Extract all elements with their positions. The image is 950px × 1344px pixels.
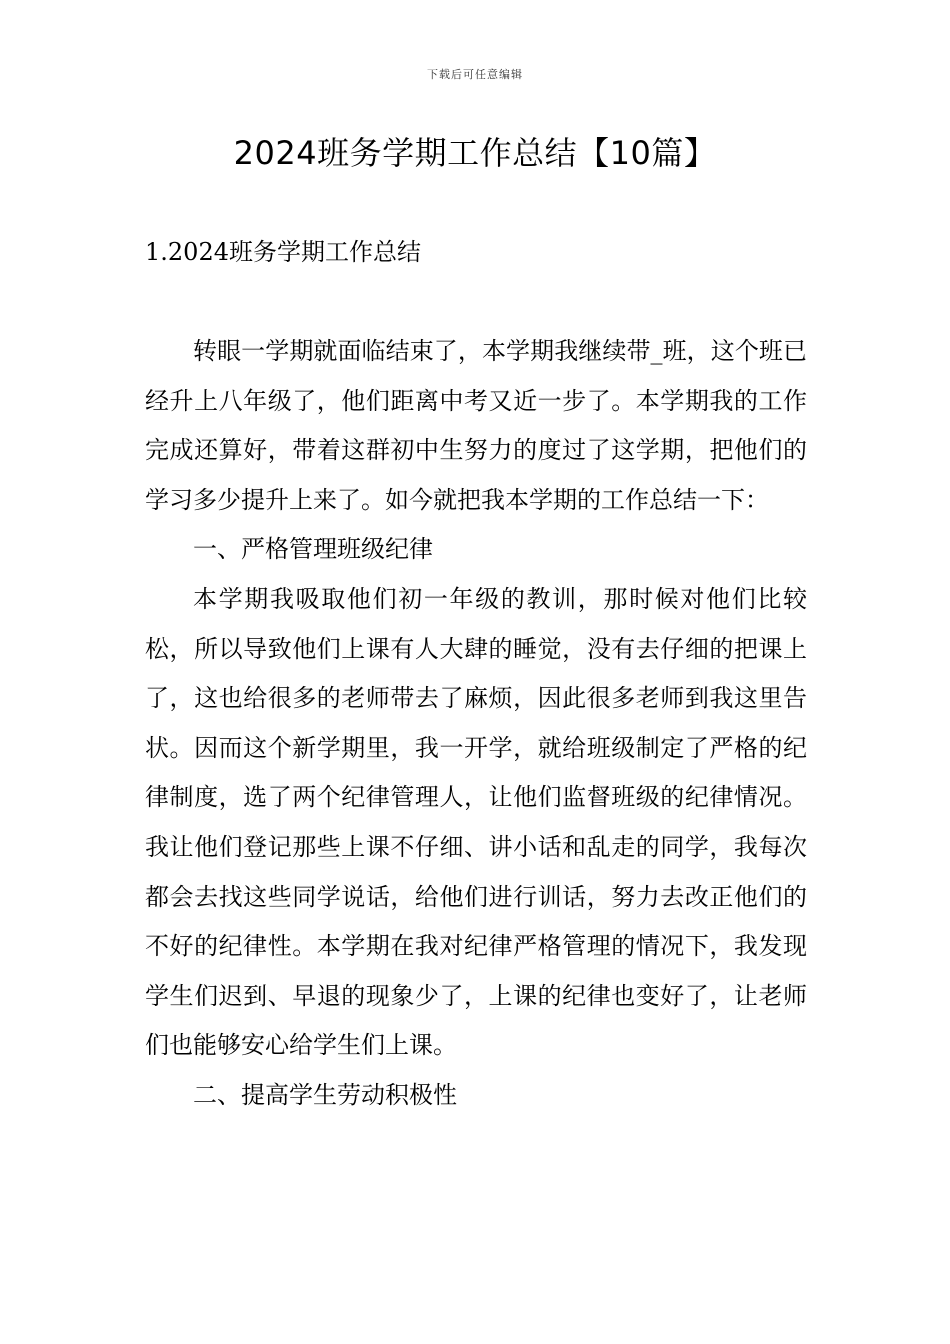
- document-title: 2024班务学期工作总结【10篇】: [233, 134, 717, 172]
- document-body: [145, 327, 807, 1121]
- paragraph-discipline: 本学期我吸取他们初一年级的教训，那时候对他们比较松，所以导致他们上课有人大肆的睡觉，没有去仔细的把课上了，这也给很多的老师带去了麻烦，因此很多老师到我这里告状。因而这个新学期里，我一开学，就给班级制定了严格的纪律制度，选了两个纪律管理人，让他们监督班级的纪律情况。我让他们登记那些上课不仔细、讲小话和乱走的同学，我每次都会去找这些同学说话，给他们进行训话，努力去改正他们的不好的纪律性。本学期在我对纪律严格管理的情况下，我发现学生们迟到、早退的现象少了，上课的纪律也变好了，让老师们也能够安心给学生们上课。: [145, 584, 807, 1060]
- subheading-labor: 二、提高学生劳动积极性: [193, 1080, 457, 1109]
- paragraph-intro: 转眼一学期就面临结束了，本学期我继续带_班，这个班已经升上八年级了，他们距离中考又近一步了。本学期我的工作完成还算好，带着这群初中生努力的度过了这学期，把他们的学习多少提升上来了。如今就把我本学期的工作总结一下：: [145, 337, 807, 514]
- header-note: 下载后可任意编辑: [427, 68, 523, 81]
- subheading-discipline: 一、严格管理班级纪律: [193, 535, 433, 564]
- section-title: 1.2024班务学期工作总结: [145, 238, 421, 266]
